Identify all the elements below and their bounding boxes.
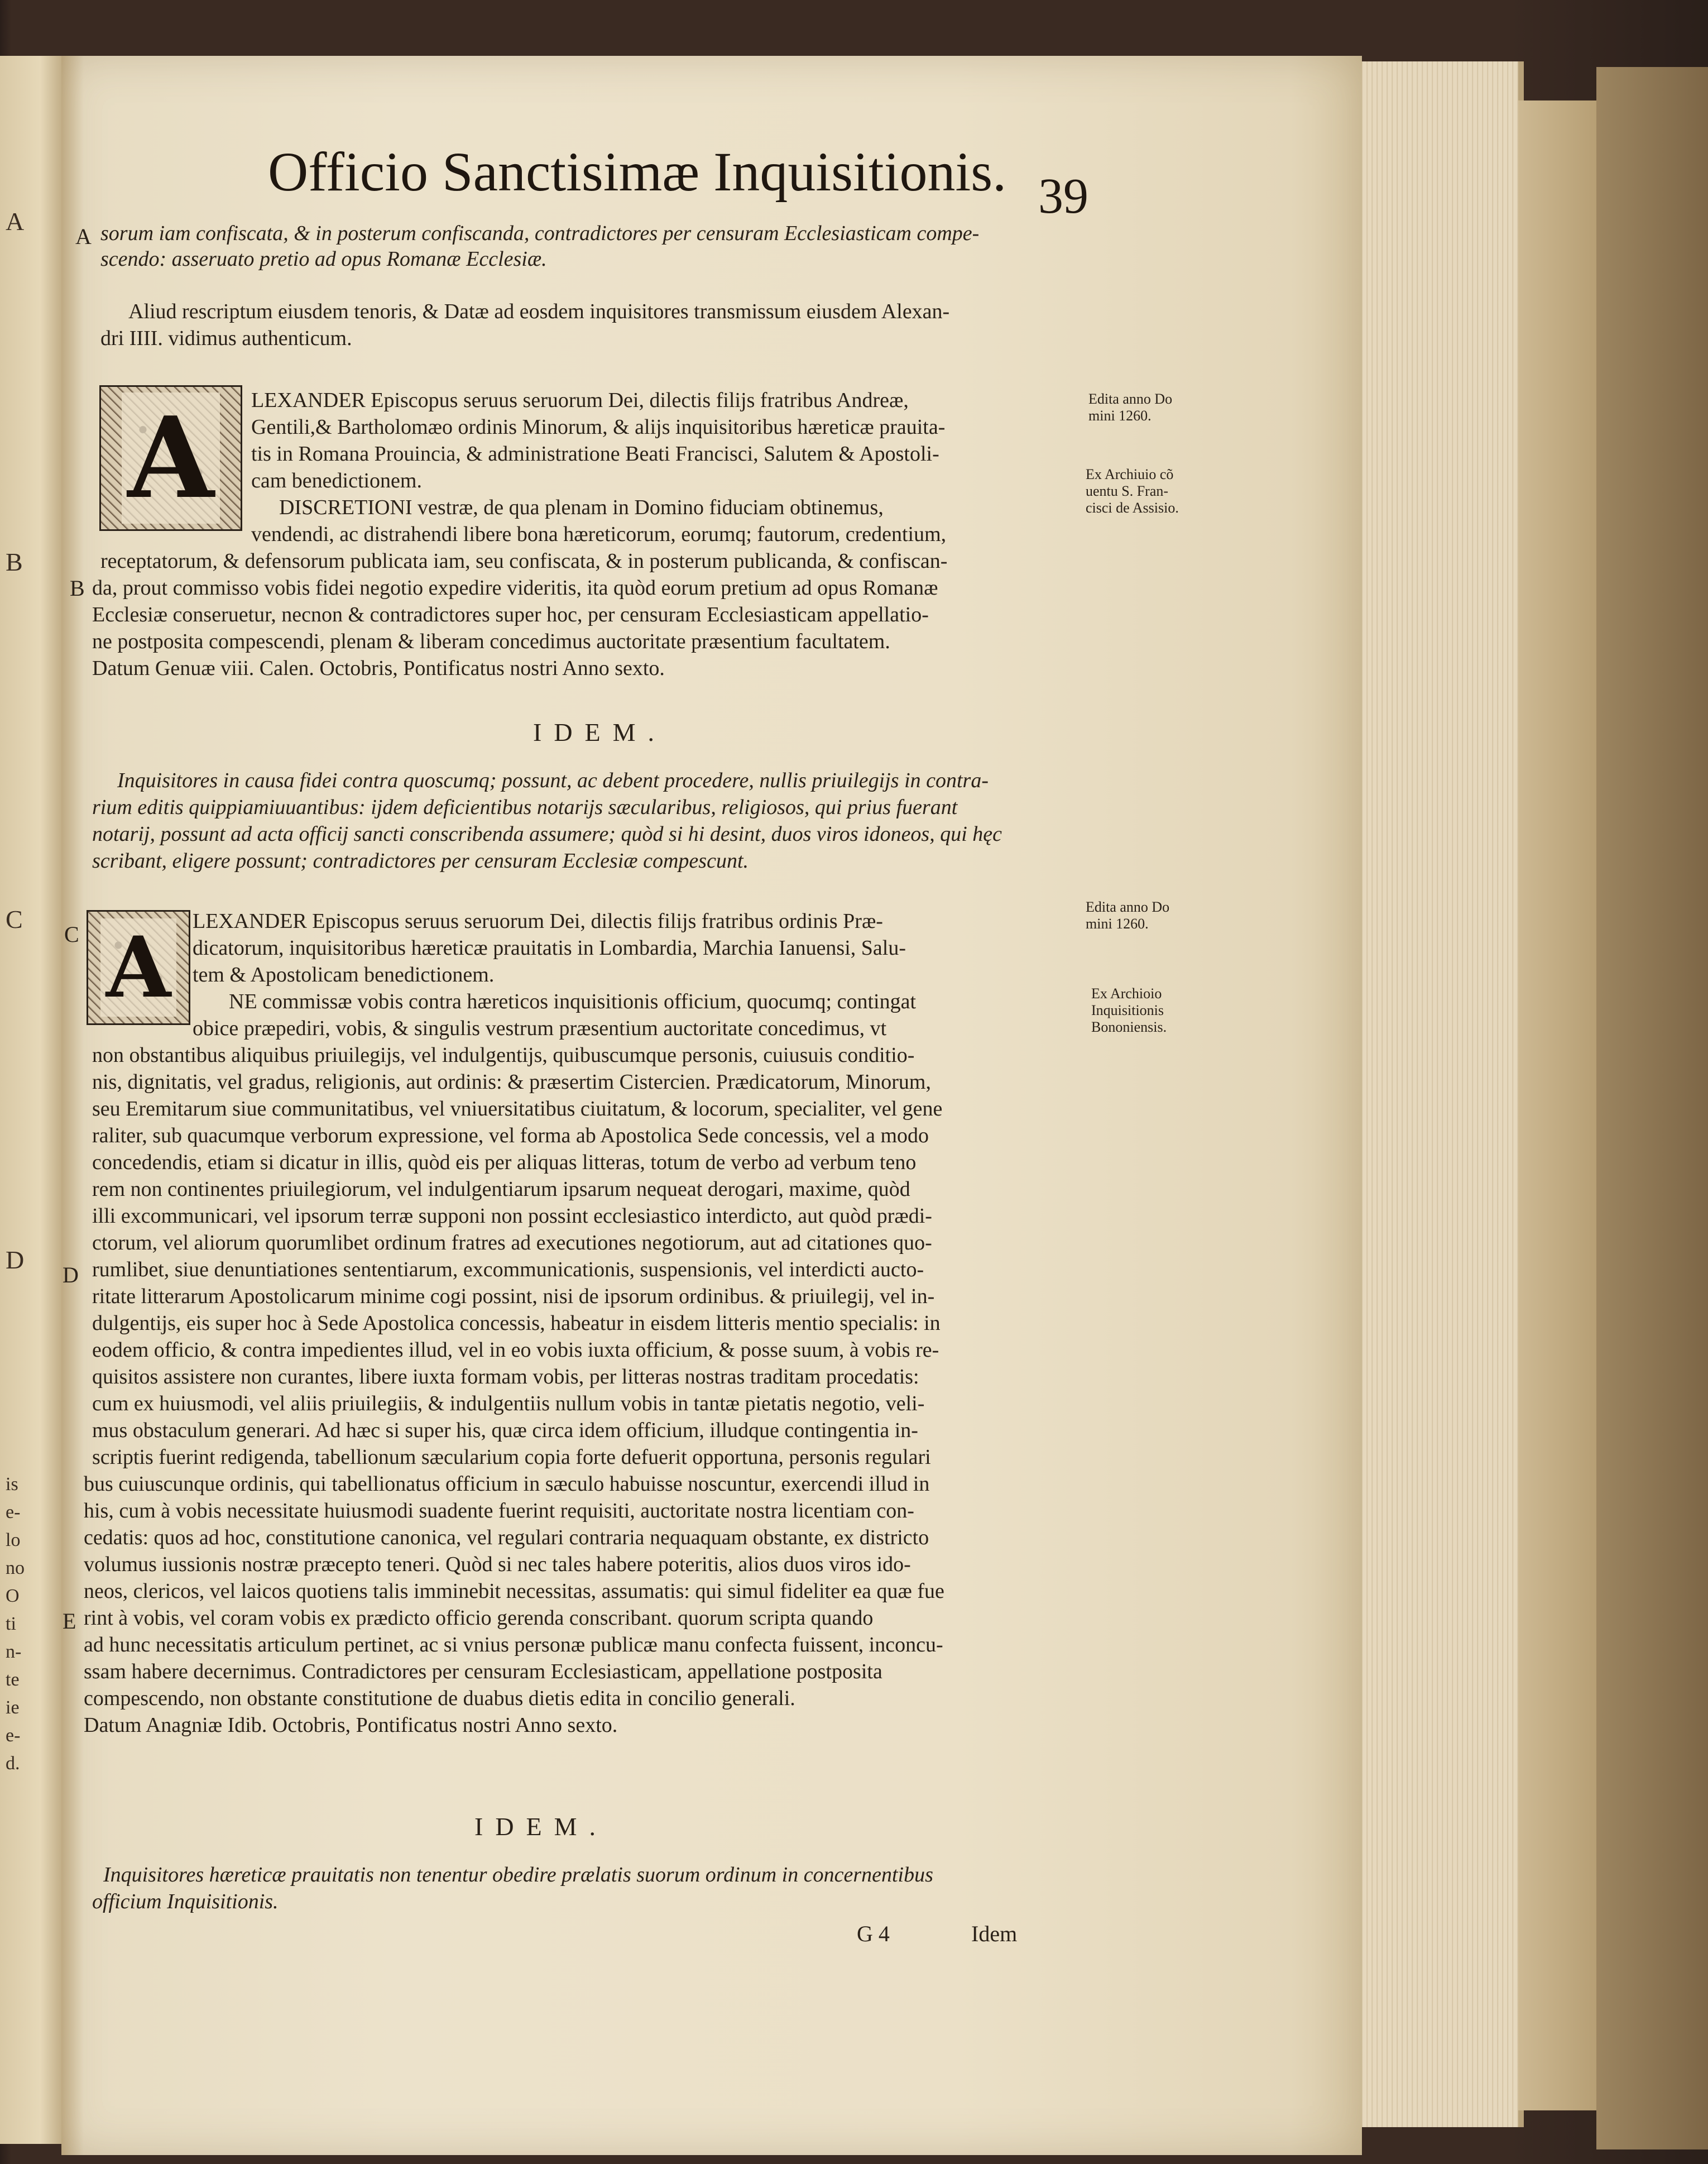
left-margin-mark: C [6, 905, 23, 933]
left-margin-mark: O [6, 1586, 20, 1606]
letter-line: LEXANDER Episcopus seruus seruorum Dei, dilectis filijs fratribus ordinis Præ- [193, 909, 883, 933]
letter-line: dicatorum, inquisitoribus hæreticæ prauitatis in Lombardia, Marchia Ianuensi, Salu- [193, 936, 906, 960]
initial-letter: A [100, 918, 176, 1017]
running-title: Officio Sanctisimæ Inquisitionis. [268, 141, 1007, 203]
letter-line: quisitos assistere non curantes, libere iuxta formam vobis, per litteras nostras traditam procedatis: [92, 1365, 919, 1389]
note-line: mini 1260. [1088, 408, 1152, 424]
letter-line: Datum Anagniæ Idib. Octobris, Pontificatus nostri Anno sexto. [84, 1713, 618, 1737]
letter-line: cam benedictionem. [251, 469, 422, 492]
decorated-initial [87, 910, 190, 1025]
left-margin-mark: D [6, 1246, 25, 1274]
letter-line: DISCRETIONI vestræ, de qua plenam in Domino fiduciam obtinemus, [279, 496, 884, 519]
letter-line: ritate litterarum Apostolicarum minime cogi possint, nisi de ipsorum ordinibus. & priuilegij, vel in- [92, 1285, 935, 1308]
letter-line: da, prout commisso vobis fidei negotio expedire videritis, ita quòd eorum pretium ad opus Romanæ [92, 576, 938, 600]
letter-line: neos, clericos, vel laicos quotiens talis imminebit necessitas, assumatis: qui simul fideliter ea quæ fue [84, 1579, 944, 1603]
letter-line: concedendis, etiam si dicatur in illis, quòd eis per aliquas litteras, totum de verbo ad verbum teno [92, 1151, 917, 1174]
letter-line: scriptis fuerint redigenda, tabellionum sæcularium copia forte defuerit opportuna, personis regulari [92, 1445, 931, 1469]
letter-line: vendendi, ac distrahendi libere bona hæreticorum, eorumq; fautorum, credentium, [251, 523, 947, 546]
letter-line: his, cum à vobis necessitate huiusmodi suadente fuerint requisiti, auctoritate nostra licentiam con- [84, 1499, 914, 1523]
margin-letter-b: B [70, 576, 85, 601]
page-stack-shadow [1518, 100, 1602, 2110]
letter-line: mus obstaculum generari. Ad hæc si super his, quæ circa idem officium, illudque contingentia in- [92, 1419, 918, 1442]
left-margin-mark: no [6, 1558, 25, 1578]
letter-line: NE commissæ vobis contra hæreticos inquisitionis officium, quocumq; contingat [229, 990, 917, 1013]
paragraph-line: dri IIII. vidimus authenticum. [100, 327, 352, 350]
signature-mark: G 4 [857, 1921, 890, 1946]
margin-letter-a: A [75, 224, 92, 249]
note-line: Edita anno Do [1088, 391, 1173, 407]
letter-line: volumus iussionis nostræ præcepto teneri. Quòd si nec tales habere poteritis, alios duos viros ido- [84, 1553, 911, 1576]
marginal-note [1091, 985, 1167, 1036]
intro-line: scendo: asseruato pretio ad opus Romanæ Ecclesiæ. [100, 247, 547, 271]
letter-line: rint à vobis, vel coram vobis ex prædicto officio gerenda conscribant. quorum scripta quando [84, 1606, 874, 1630]
letter-line: ad hunc necessitatis articulum pertinet, ac si vnius personæ publicæ manu confecta fuissent, inconcu- [84, 1633, 943, 1656]
summary-line: rium editis quippiamiuuantibus: ijdem deficientibus notarijs sæcularibus, religiosos, qui prius fuerant [92, 796, 958, 819]
summary-line: notarij, possunt ad acta officij sancti conscribenda assumere; quòd si hi desint, duos viros idoneos, qui hęc [92, 822, 1002, 846]
left-margin-mark: d. [6, 1753, 20, 1774]
letter-line: tis in Romana Prouincia, & administratione Beati Francisci, Salutem & Apostoli- [251, 442, 939, 466]
letter-line: Ecclesiæ conseruetur, necnon & contradictores super hoc, per censuram Ecclesiasticam appellatio- [92, 603, 929, 626]
letter-line: ne postposita compescendi, plenam & liberam concedimus auctoritate præsentium facultatem. [92, 630, 890, 653]
initial-letter: A [122, 392, 219, 524]
letter-line: cedatis: quos ad hoc, constitutione canonica, vel regulari contraria nequaquam obstante, ex districto [84, 1526, 929, 1549]
letter-line: LEXANDER Episcopus seruus seruorum Dei, dilectis filijs fratribus Andreæ, [251, 389, 909, 412]
marginal-note [1088, 391, 1172, 424]
letter-line: eodem officio, & contra impedientes illud, vel in eo vobis iuxta officium, & posse suum, à vobis re- [92, 1338, 939, 1362]
left-margin-mark: lo [6, 1530, 21, 1550]
summary-line: Inquisitores in causa fidei contra quoscumq; possunt, ac debent procedere, nullis priuilegijs in contra- [117, 769, 989, 792]
page-number: 39 [1038, 169, 1088, 224]
left-margin-mark: n- [6, 1641, 22, 1662]
section-heading: IDEM. [533, 718, 667, 746]
letter-line: illi excommunicari, vel ipsorum terræ supponi non possint ecclesiastico interdicto, aut quòd prædi- [92, 1204, 932, 1228]
note-line: uentu S. Fran- [1086, 483, 1169, 499]
note-line: Inquisitionis [1091, 1002, 1164, 1018]
letter-line: non obstantibus aliquibus priuilegijs, vel indulgentijs, quibuscumque personis, cuiusuis conditio- [92, 1043, 915, 1067]
letter-line: ctorum, vel aliorum quorumlibet ordinum fratres ad executiones negotiorum, aut ad citationes quo- [92, 1231, 932, 1255]
book-cover-edge [1596, 67, 1708, 2149]
note-line: Edita anno Do [1086, 899, 1170, 915]
letter-line: tem & Apostolicam benedictionem. [193, 963, 495, 987]
catchword: Idem [971, 1921, 1018, 1946]
margin-letter-e: E [63, 1608, 76, 1634]
intro-line: sorum iam confiscata, & in posterum confiscanda, contradictores per censuram Ecclesiasticam compe- [100, 222, 980, 245]
marginal-note [1086, 899, 1169, 932]
left-margin-mark: ti [6, 1614, 16, 1634]
left-page-edge [0, 56, 67, 2144]
letter-line: Gentili,& Bartholomæo ordinis Minorum, & alijs inquisitoribus hæreticæ prauita- [251, 415, 946, 439]
note-line: Ex Archiuio cõ [1086, 466, 1174, 482]
left-margin-mark: te [6, 1669, 20, 1690]
letter-line: dulgentijs, eis super hoc à Sede Apostolica concessis, habeatur in eisdem litteris mentio specialis: in [92, 1311, 941, 1335]
left-margin-mark: e- [6, 1502, 21, 1523]
letter-line: seu Eremitarum siue communitatibus, vel vniuersitatibus ciuitatum, & locorum, specialiter, vel gene [92, 1097, 943, 1121]
letter-line: compescendo, non obstante constitutione de duabus dietis edita in concilio generali. [84, 1687, 795, 1710]
left-margin-mark: is [6, 1474, 18, 1495]
letter-line: raliter, sub quacumque verborum expressione, vel forma ab Apostolica Sede concessis, vel a modo [92, 1124, 929, 1147]
section-heading: IDEM. [474, 1812, 608, 1841]
paragraph-line: Aliud rescriptum eiusdem tenoris, & Datæ ad eosdem inquisitores transmissum eiusdem Alexan- [128, 300, 950, 323]
summary-line: officium Inquisitionis. [92, 1890, 279, 1913]
left-margin-mark: ie [6, 1697, 20, 1718]
marginal-note [1086, 466, 1179, 516]
note-line: mini 1260. [1086, 916, 1149, 932]
letter-line: ssam habere decernimus. Contradictores per censuram Ecclesiasticam, appellatione postposita [84, 1660, 882, 1683]
letter-line: rumlibet, siue denuntiationes sententiarum, excommunicationis, suspensionis, vel interdicti aucto- [92, 1258, 924, 1281]
decorated-initial [99, 385, 242, 531]
note-line: Ex Archioio [1091, 985, 1162, 1002]
letter-line: bus cuiuscunque ordinis, qui tabellionatus officium in sæculo habuisse noscuntur, exercendi illud in [84, 1472, 930, 1496]
letter-line: nis, dignitatis, vel gradus, religionis, aut ordinis: & præsertim Cistercien. Prædicatorum, Minorum, [92, 1070, 931, 1094]
letter-line: obice præpediri, vobis, & singulis vestrum præsentium auctoritate concedimus, vt [193, 1017, 887, 1040]
summary-line: scribant, eligere possunt; contradictores per censuram Ecclesiæ compescunt. [92, 849, 749, 873]
letter-line: receptatorum, & defensorum publicata iam, seu confiscata, & in posterum publicanda, & confiscan- [100, 549, 948, 573]
letter-line: rem non continentes priuilegiorum, vel indulgentiarum ipsarum nequeat derogari, maxime, quòd [92, 1177, 910, 1201]
summary-line: Inquisitores hæreticæ prauitatis non tenentur obedire prælatis suorum ordinum in concernentibus [103, 1863, 933, 1887]
margin-letter-d: D [63, 1262, 79, 1287]
note-line: Bononiensis. [1091, 1019, 1167, 1035]
letter-line: Datum Genuæ viii. Calen. Octobris, Pontificatus nostri Anno sexto. [92, 657, 665, 680]
note-line: cisci de Assisio. [1086, 500, 1179, 516]
left-margin-mark: A [6, 207, 25, 236]
margin-letter-c: C [64, 922, 79, 947]
left-margin-mark: B [6, 548, 23, 576]
letter-line: cum ex huiusmodi, vel aliis priuilegiis, & indulgentiis nullum vobis in tantæ pietatis negotio, veli- [92, 1392, 925, 1415]
left-margin-mark: e- [6, 1725, 21, 1746]
